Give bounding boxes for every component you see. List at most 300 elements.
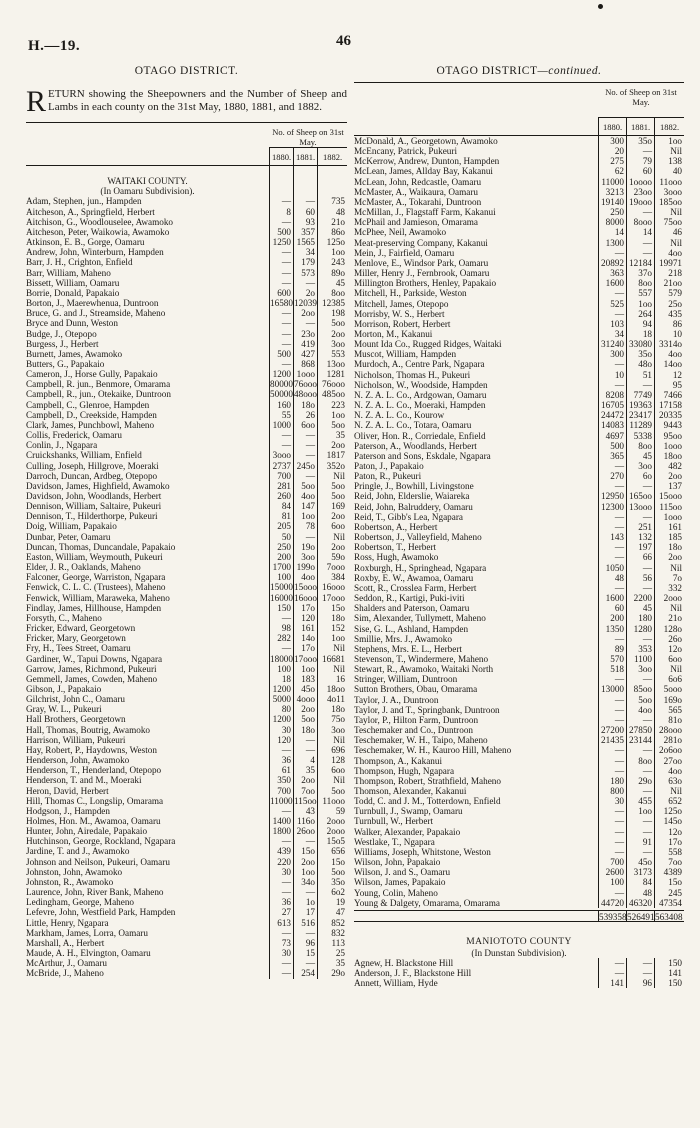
sheep-1882: 125o xyxy=(654,806,684,816)
owner-name: Gibson, J., Papakaio xyxy=(26,683,102,694)
table-row xyxy=(26,491,347,501)
sheep-1880: — xyxy=(269,247,293,257)
table-row xyxy=(26,410,347,420)
sheep-1881: — xyxy=(626,583,654,593)
table-row xyxy=(354,227,684,237)
owner-name: Hill, Thomas C., Longslip, Omarama xyxy=(26,795,164,806)
table-row xyxy=(26,532,347,542)
table-row xyxy=(26,765,347,775)
owner-name: Thompson, Robert, Strathfield, Maheno xyxy=(354,775,501,786)
sheep-1880: 282 xyxy=(269,633,293,643)
sheep-1881: — xyxy=(626,248,654,258)
table-row xyxy=(354,299,684,309)
sheep-1882: 17ooo xyxy=(317,593,347,603)
sheep-1881: 48ooo xyxy=(294,389,317,400)
sheep-1880: — xyxy=(598,806,626,816)
sheep-1882: 63o xyxy=(654,776,684,786)
sheep-1882: 115oo xyxy=(654,502,684,512)
sheep-1880: 2600 xyxy=(598,867,626,877)
owner-name: Conlin, J., Ngapara xyxy=(26,440,98,451)
owner-name: Darroch, Duncan, Ardbeg, Otepopo xyxy=(26,470,158,481)
owner-name: McMaster, A., Tokarahi, Duntroon xyxy=(354,196,482,207)
sheep-1882: 735 xyxy=(317,196,347,206)
sheep-1881: 27850 xyxy=(626,725,654,735)
sheep-1882: Nil xyxy=(317,664,347,674)
sheep-1881: — xyxy=(293,278,317,288)
table-row xyxy=(354,410,684,420)
table-row xyxy=(354,705,684,715)
table-row xyxy=(354,197,684,207)
sheep-1880: 1400 xyxy=(269,816,293,826)
sheep-1880: 27 xyxy=(269,907,293,917)
table-row xyxy=(354,339,684,349)
sheep-1881: 23o xyxy=(293,329,317,339)
sheep-1881: — xyxy=(293,440,317,450)
sheep-1881: 7oo xyxy=(293,786,317,796)
sheep-1880: 500 xyxy=(269,349,293,359)
sheep-1882: 4oo xyxy=(654,766,684,776)
owner-name: Heron, David, Herbert xyxy=(26,785,109,796)
sheep-1882: 1281 xyxy=(317,369,347,379)
sheep-1880: 275 xyxy=(598,156,626,166)
sheep-1880: — xyxy=(269,643,293,653)
sheep-1882: 19 xyxy=(317,897,347,907)
owner-name: N. Z. A. L. Co., Kourow xyxy=(354,410,445,421)
sheep-1880: 518 xyxy=(598,664,626,674)
sheep-1881: 12184 xyxy=(626,258,654,268)
table-row xyxy=(26,582,347,592)
sheep-1881: — xyxy=(293,471,317,481)
owner-name: Falconer, George, Warriston, Ngapara xyxy=(26,572,166,583)
sheep-1882: 565 xyxy=(654,705,684,715)
sheep-1881: 251 xyxy=(626,522,654,532)
sheep-1880: 1700 xyxy=(269,562,293,572)
table-row xyxy=(26,227,347,237)
sheep-1880: — xyxy=(269,440,293,450)
sheep-1880: 4697 xyxy=(598,431,626,441)
sheep-1880: 20892 xyxy=(598,258,626,268)
owner-name: Annett, William, Hyde xyxy=(354,978,438,989)
table-row xyxy=(354,776,684,786)
sheep-1880: — xyxy=(598,715,626,725)
owner-name: Collis, Frederick, Oamaru xyxy=(26,430,122,441)
owner-name: Budge, J., Otepopo xyxy=(26,328,97,339)
year-header: 1881. xyxy=(293,147,317,165)
table-row xyxy=(354,258,684,268)
owner-name: Johnston, R., Awamoko xyxy=(26,876,114,887)
return-intro xyxy=(26,85,347,118)
sheep-1881: 17 xyxy=(293,907,317,917)
sheep-1881: — xyxy=(626,958,654,968)
sheep-1882: Nil xyxy=(654,563,684,573)
owner-name: Ross, Hugh, Awamoko xyxy=(354,552,439,563)
sheep-1880: 8000 xyxy=(598,217,626,227)
sheep-1881: 18o xyxy=(293,400,317,410)
owner-name: Morton, M., Kakanui xyxy=(354,328,433,339)
sheep-1881: — xyxy=(293,196,317,206)
sheep-1880: 18000 xyxy=(270,653,293,664)
sheep-1880: 120 xyxy=(269,735,293,745)
table-row xyxy=(354,390,684,400)
owner-name: Cameron, J., Horse Gully, Papakaio xyxy=(26,369,158,380)
sheep-1881: 45 xyxy=(626,451,654,461)
sheep-1880: 250 xyxy=(598,207,626,217)
sheep-1881: 35o xyxy=(626,136,654,146)
sheep-1880: 81 xyxy=(269,511,293,521)
sheep-1882: 8oo xyxy=(317,288,347,298)
sheep-1881: 85oo xyxy=(626,684,654,694)
owner-name: Nicholson, Thomas H., Pukeuri xyxy=(354,369,471,380)
sheep-1880: 100 xyxy=(269,664,293,674)
owner-name: McPhee, Neil, Awamoko xyxy=(354,227,447,238)
owner-name: Thompson, Hugh, Ngapara xyxy=(354,765,455,776)
sheep-1881: 60 xyxy=(293,207,317,217)
sheep-1881: — xyxy=(293,958,317,968)
sheep-1882: Nil xyxy=(654,238,684,248)
owner-name: McKerrow, Andrew, Dunton, Hampden xyxy=(354,156,500,167)
owner-name: Hodgson, J., Hampden xyxy=(26,805,110,816)
owner-name: Teschemaker, W. H., Taipo, Maheno xyxy=(354,735,488,746)
sheep-1882: 5oo xyxy=(317,481,347,491)
year-header: 1881. xyxy=(626,117,654,135)
sheep-1880: 31240 xyxy=(598,339,626,349)
sheep-1880: 30 xyxy=(269,867,293,877)
owner-name: Nicholson, W., Woodside, Hampden xyxy=(354,379,488,390)
sheep-1881: 78 xyxy=(293,521,317,531)
owner-name: Marshall, A., Herbert xyxy=(26,937,105,948)
sheep-1881: 120 xyxy=(293,613,317,623)
sheep-1882: 28ooo xyxy=(654,725,684,735)
sheep-1882: 5ooo xyxy=(654,684,684,694)
table-row xyxy=(354,349,684,359)
owner-name: Mein, J., Fairfield, Oamaru xyxy=(354,247,455,258)
sheep-1881: 8ooo xyxy=(626,217,654,227)
owner-name: Fricker, Edward, Georgetown xyxy=(26,623,136,634)
sheep-1881: 8oo xyxy=(626,441,654,451)
table-row xyxy=(354,288,684,298)
sheep-1880: 220 xyxy=(269,857,293,867)
sheep-1882: 76ooo xyxy=(317,379,347,389)
year-header: 1880. xyxy=(598,117,626,135)
table-row xyxy=(26,339,347,349)
table-row xyxy=(354,359,684,369)
owner-name: Fricker, Mary, Georgetown xyxy=(26,633,126,644)
sheep-1880: 12300 xyxy=(598,502,626,512)
sheep-1882: 125o xyxy=(317,237,347,247)
sheep-1881: 13ooo xyxy=(626,502,654,512)
sheep-1880: — xyxy=(598,674,626,684)
sheep-1880: 16000 xyxy=(270,592,293,603)
sheep-1881: 4oo xyxy=(293,572,317,582)
sheep-1882: 243 xyxy=(317,257,347,267)
owner-name: Aitchison, G., Woodlouselee, Awamoko xyxy=(26,216,174,227)
owner-name: Meat-preserving Company, Kakanui xyxy=(354,237,488,248)
sheep-1880: 1000 xyxy=(269,420,293,430)
sheep-1880: — xyxy=(269,928,293,938)
sheep-1882: 281o xyxy=(654,735,684,745)
sheep-1882: Nil xyxy=(654,786,684,796)
subdivision-label: (In Oamaru Subdivision). xyxy=(100,186,195,197)
sheep-1882: 852 xyxy=(317,918,347,928)
sheep-1881: — xyxy=(626,634,654,644)
county-heading: WAITAKI COUNTY. xyxy=(107,176,188,187)
sheep-1882: 18oo xyxy=(654,451,684,461)
sheep-1882: 4oo xyxy=(654,349,684,359)
sheep-1880: — xyxy=(269,217,293,227)
sheep-1881: 35o xyxy=(626,349,654,359)
owner-name: Gardiner, W., Tapui Downs, Ngapara xyxy=(26,653,163,664)
sheep-1882: 161 xyxy=(654,522,684,532)
owner-name: Turnbull, W., Herbert xyxy=(354,816,434,827)
owner-name: Jardine, T. and J., Awamoko xyxy=(26,846,130,857)
sheep-1882: 86 xyxy=(654,319,684,329)
owner-name: N. Z. A. L. Co., Totara, Oamaru xyxy=(354,420,472,431)
owner-name: Adam, Stephen, jun., Hampden xyxy=(26,196,142,207)
sheep-1882: 7o xyxy=(654,573,684,583)
sheep-1880: 73 xyxy=(269,938,293,948)
sheep-1880: — xyxy=(269,278,293,288)
sheep-1882: Nil xyxy=(654,603,684,613)
sheep-1881: 48o xyxy=(626,359,654,369)
owner-name: Butters, G., Papakaio xyxy=(26,358,105,369)
table-row xyxy=(26,938,347,948)
table-row xyxy=(354,563,684,573)
sheep-1882: 1817 xyxy=(317,450,347,460)
table-row xyxy=(26,867,347,877)
sheep-1882: 18o xyxy=(654,542,684,552)
table-row xyxy=(26,836,347,846)
sheep-1880: 62 xyxy=(598,166,626,176)
sheep-1880: 3213 xyxy=(598,187,626,197)
owner-name: McEncany, Patrick, Pukeuri xyxy=(354,146,457,157)
sheep-1882: 75o xyxy=(317,714,347,724)
sheep-1881: 14 xyxy=(626,227,654,237)
sheep-1880: 270 xyxy=(598,471,626,481)
sheep-1881: 4 xyxy=(293,755,317,765)
total-1882: 563408 xyxy=(655,911,683,922)
sheep-1880: 84 xyxy=(269,501,293,511)
sheep-1881: 4ooo xyxy=(293,694,317,704)
sheep-1881: 161 xyxy=(293,623,317,633)
sheep-1881: 18 xyxy=(626,329,654,339)
table-row xyxy=(26,654,347,664)
owner-name: Taylor, J. and T., Springbank, Duntroon xyxy=(354,704,500,715)
owner-name: Barr, J. H., Crighton, Enfield xyxy=(26,257,133,268)
owner-name: Bissett, William, Oamaru xyxy=(26,277,120,288)
sheep-1880: 141 xyxy=(598,978,626,988)
owner-name: Murdoch, A., Centre Park, Ngapara xyxy=(354,359,485,370)
sheep-1881: 11289 xyxy=(626,420,654,430)
sheep-1882: 6oo xyxy=(317,765,347,775)
sheep-1881: — xyxy=(626,766,654,776)
sheep-1882: 2ooo xyxy=(317,816,347,826)
owner-name: Young & Dalgety, Omarama, Omarama xyxy=(354,897,500,908)
sheep-1882: 17o xyxy=(654,837,684,847)
owner-name: Miller, Henry J., Fernbrook, Oamaru xyxy=(354,268,490,279)
sheep-1882: 25 xyxy=(317,948,347,958)
sheep-1880: — xyxy=(269,268,293,278)
sheep-1881: 516 xyxy=(293,918,317,928)
sheep-1881: 1oo xyxy=(626,299,654,309)
sheep-1882: 11ooo xyxy=(654,177,684,187)
sheep-1880: — xyxy=(598,695,626,705)
column-group-header: No. of Sheep on 31st May. xyxy=(605,87,677,107)
table-row xyxy=(354,156,684,166)
sheep-1881: 557 xyxy=(626,288,654,298)
table-row xyxy=(354,370,684,380)
table-row xyxy=(26,968,347,978)
sheep-1882: 1oo xyxy=(317,247,347,257)
sheep-1881: 3oo xyxy=(626,664,654,674)
sheep-1882: 1oo xyxy=(317,410,347,420)
table-row xyxy=(26,643,347,653)
sheep-1882: 18oo xyxy=(317,684,347,694)
sheep-1880: — xyxy=(269,339,293,349)
sheep-1881: 357 xyxy=(293,227,317,237)
sheep-1882: 15o xyxy=(317,603,347,613)
sheep-1882: 6o2 xyxy=(317,887,347,897)
table-row xyxy=(26,857,347,867)
table-row xyxy=(354,431,684,441)
sheep-1882: 553 xyxy=(317,349,347,359)
sheep-1881: 14o xyxy=(293,633,317,643)
sheep-1882: 12o xyxy=(654,644,684,654)
sheep-1882: 138 xyxy=(654,156,684,166)
sheep-1881: 3oo xyxy=(293,552,317,562)
sheep-1882: 169o xyxy=(654,695,684,705)
table-row xyxy=(354,593,684,603)
table-row xyxy=(354,319,684,329)
sheep-1881: 15ooo xyxy=(294,582,317,593)
sheep-1881: 37o xyxy=(626,268,654,278)
sheep-1880: 281 xyxy=(269,481,293,491)
owner-name: Muscot, William, Hampden xyxy=(354,349,457,360)
column-group-header: No. of Sheep on 31st May. xyxy=(272,127,344,147)
sheep-1880: — xyxy=(598,522,626,532)
table-row xyxy=(26,623,347,633)
sheep-1882: 2ooo xyxy=(317,826,347,836)
sheep-1882: 352o xyxy=(317,461,347,471)
sheep-1882: 40 xyxy=(654,166,684,176)
owner-name: Davidson, James, Highfield, Awamoko xyxy=(26,480,170,491)
owner-name: Burgess, J., Herbert xyxy=(26,338,99,349)
sheep-1881: 5oo xyxy=(293,714,317,724)
sheep-1882: 137 xyxy=(654,481,684,491)
sheep-1882: 13oo xyxy=(317,359,347,369)
sheep-1881: 35 xyxy=(293,765,317,775)
sheep-1881: 6oo xyxy=(293,420,317,430)
owner-name: Reid, T., Gibb's Lea, Ngapara xyxy=(354,511,463,522)
sheep-1882: 2o6oo xyxy=(654,745,684,755)
sheep-1881: 66 xyxy=(626,552,654,562)
table-row xyxy=(26,521,347,531)
sheep-1880: — xyxy=(598,309,626,319)
sheep-1881: — xyxy=(293,887,317,897)
table-row xyxy=(354,542,684,552)
owner-name: Clark, James, Punchbowl, Maheno xyxy=(26,419,155,430)
sheep-1881: 26 xyxy=(293,410,317,420)
owner-name: Robertson, A., Herbert xyxy=(354,521,438,532)
sheep-1880: 700 xyxy=(269,786,293,796)
sheep-1882: 3oo xyxy=(317,725,347,735)
sheep-1881: 419 xyxy=(293,339,317,349)
owner-name: Sise, G. L., Ashland, Hampden xyxy=(354,623,469,634)
sheep-1882: 4oo xyxy=(654,248,684,258)
sheep-1880: 16705 xyxy=(598,400,626,410)
sheep-1881: — xyxy=(293,745,317,755)
owner-name: McLean, James, Allday Bay, Kakanui xyxy=(354,166,493,177)
owner-name: Taylor, P., Hilton Farm, Duntroon xyxy=(354,714,479,725)
table-row xyxy=(26,268,347,278)
sheep-1880: 103 xyxy=(598,319,626,329)
sheep-1881: 5oo xyxy=(293,481,317,491)
table-row xyxy=(354,827,684,837)
sheep-1882: 3ooo xyxy=(654,187,684,197)
table-row xyxy=(26,846,347,856)
sheep-1881: 91 xyxy=(626,837,654,847)
table-row xyxy=(354,715,684,725)
sheep-1881: 48 xyxy=(626,888,654,898)
sheep-1882: 150 xyxy=(654,958,684,968)
sheep-1881: — xyxy=(626,968,654,978)
sheep-1881: 183 xyxy=(293,674,317,684)
table-row xyxy=(354,603,684,613)
sheep-1882: 15o5 xyxy=(317,836,347,846)
owner-name: Stewart, R., Awamoko, Waitaki North xyxy=(354,664,494,675)
owner-name: Fenwick, William, Maraweka, Maheno xyxy=(26,592,170,603)
owner-name: Markham, James, Lorra, Oamaru xyxy=(26,927,148,938)
sheep-1881: — xyxy=(293,450,317,460)
table-row xyxy=(26,400,347,410)
table-row xyxy=(26,247,347,257)
owner-name: Sim, Alexander, Tullymett, Maheno xyxy=(354,613,486,624)
table-row xyxy=(26,928,347,938)
owner-name: Thompson, A., Kakanui xyxy=(354,755,443,766)
sheep-1880: 365 xyxy=(598,451,626,461)
table-row xyxy=(26,745,347,755)
owner-name: Millington Brothers, Henley, Papakaio xyxy=(354,278,497,289)
sheep-1882: 15o xyxy=(654,877,684,887)
owner-name: Forsyth, C., Maheno xyxy=(26,612,102,623)
table-row xyxy=(354,512,684,522)
owner-name: Paterson and Sons, Eskdale, Ngapara xyxy=(354,450,491,461)
sheep-1882: 21o xyxy=(654,613,684,623)
owner-name: Roxburgh, H., Springhead, Ngapara xyxy=(354,562,487,573)
sheep-1881: 199o xyxy=(293,562,317,572)
sheep-1880: — xyxy=(598,705,626,715)
table-row xyxy=(26,907,347,917)
sheep-1882: 86o xyxy=(317,227,347,237)
table-row xyxy=(354,847,684,857)
owner-name: Mitchell, James, Otepopo xyxy=(354,298,449,309)
sheep-1880: 1200 xyxy=(269,369,293,379)
sheep-1881: 147 xyxy=(293,501,317,511)
left-column xyxy=(26,60,347,979)
sheep-1880: — xyxy=(269,318,293,328)
sheep-1881: — xyxy=(626,847,654,857)
table-row xyxy=(354,634,684,644)
sheep-1880: 30 xyxy=(269,948,293,958)
sheep-1882: 6oo xyxy=(317,521,347,531)
table-row xyxy=(354,573,684,583)
table-row xyxy=(26,542,347,552)
table-row xyxy=(26,714,347,724)
sheep-1882: 7oo xyxy=(654,857,684,867)
sheep-1882: Nil xyxy=(317,471,347,481)
table-row xyxy=(354,756,684,766)
sheep-1881: 353 xyxy=(626,644,654,654)
owner-name: Dunbar, Peter, Oamaru xyxy=(26,531,111,542)
